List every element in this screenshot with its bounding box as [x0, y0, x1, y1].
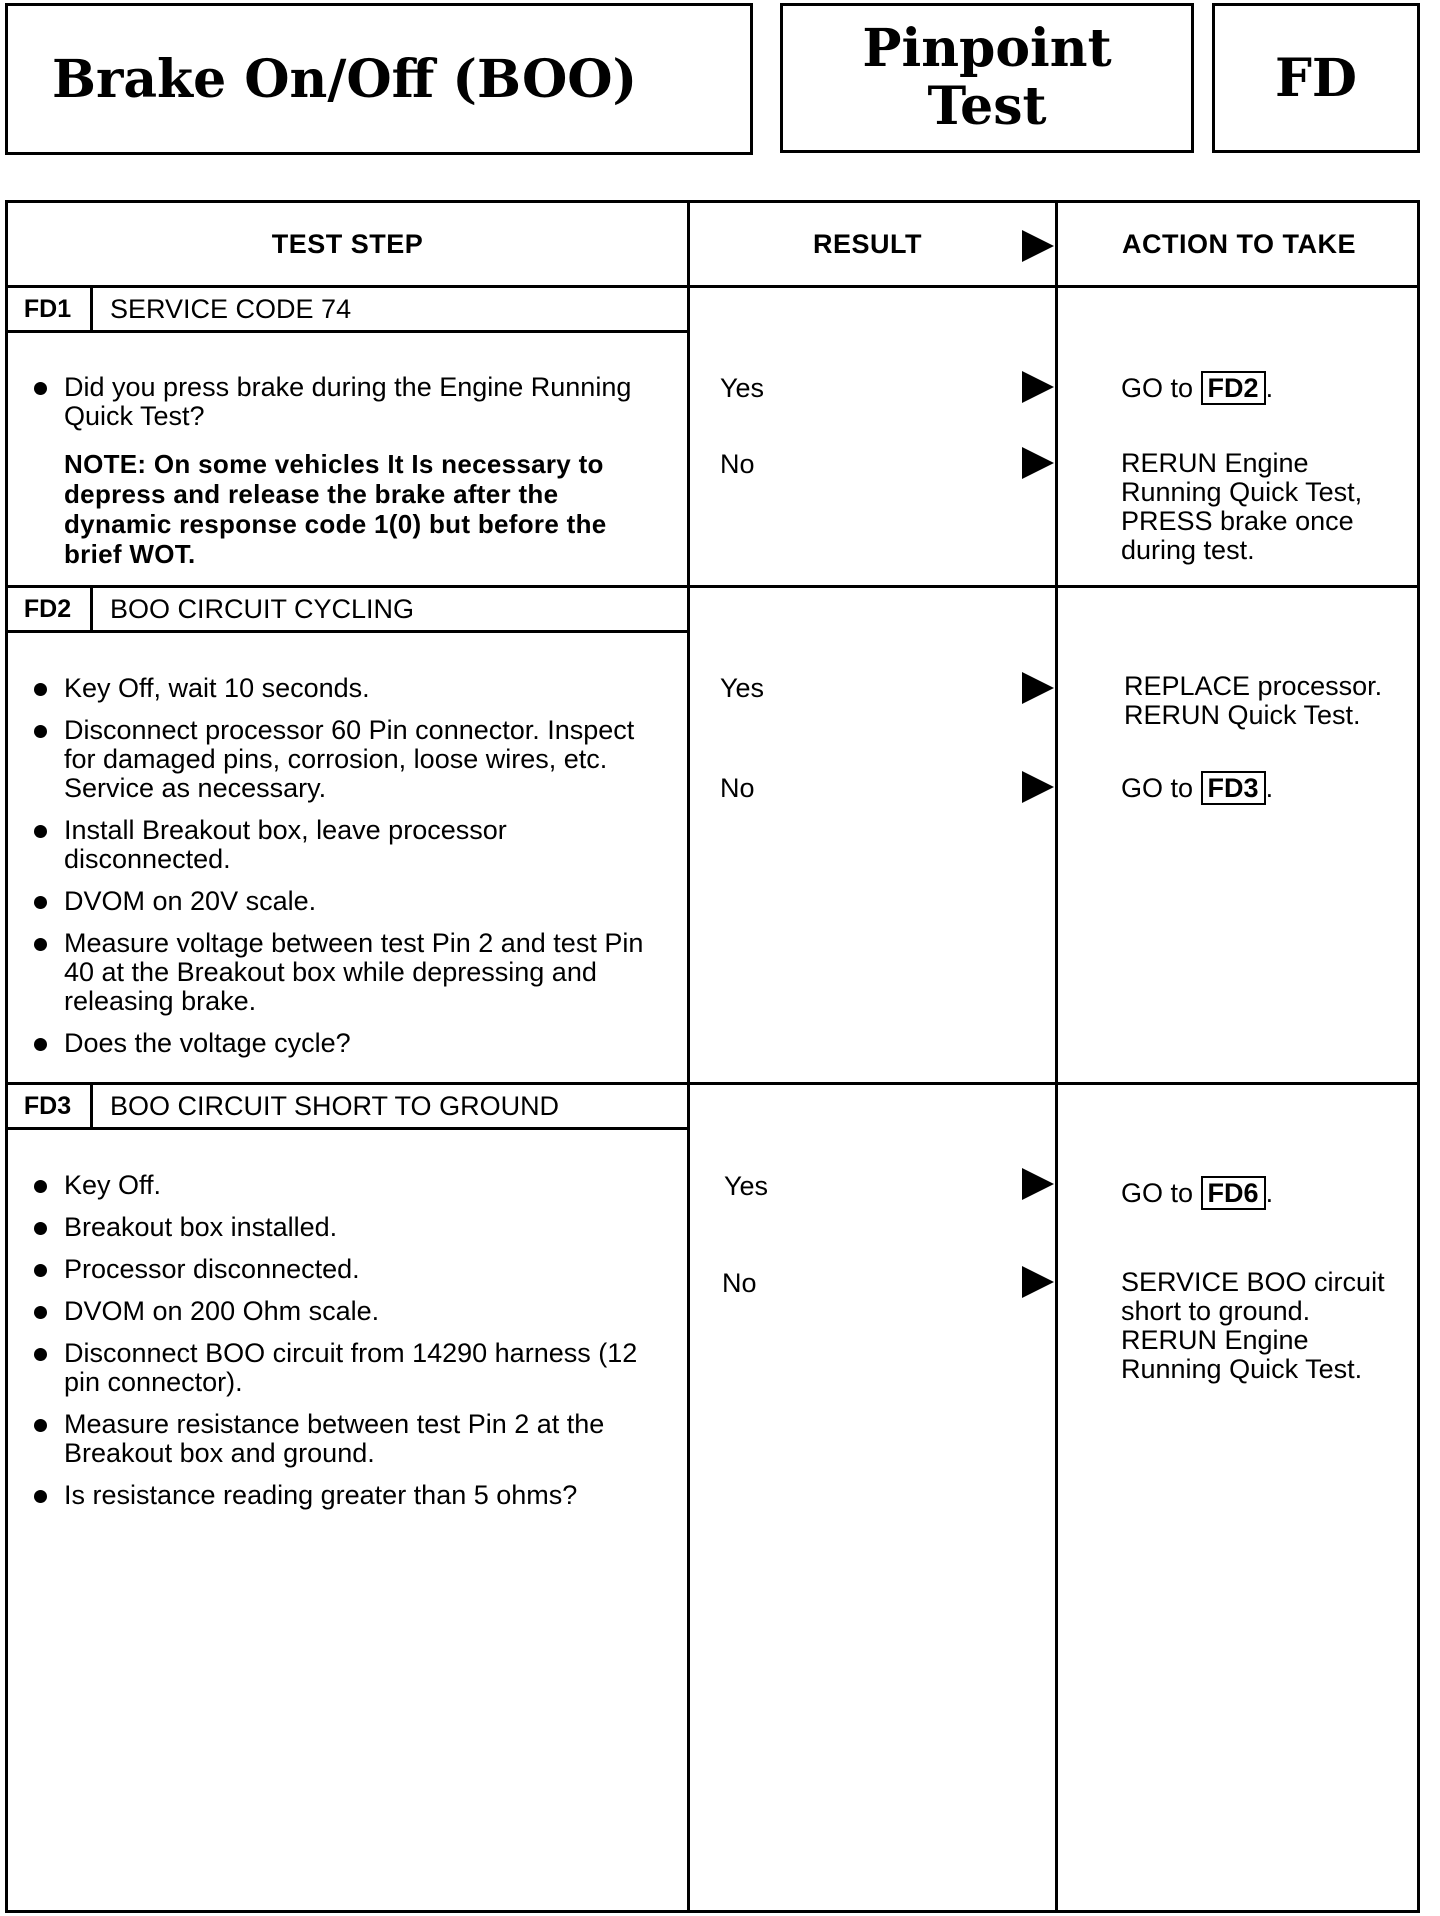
action-fd2-yes: REPLACE processor. RERUN Quick Test. — [1124, 671, 1383, 730]
result-fd1-no: No — [720, 449, 755, 479]
bullet-icon — [34, 1419, 47, 1432]
bullet-icon — [34, 1490, 47, 1503]
list-item: Disconnect BOO circuit from 14290 harness (12 pin connector). — [32, 1339, 672, 1397]
step-title: BOO CIRCUIT SHORT TO GROUND — [110, 1090, 560, 1121]
pinpoint-test-label-box — [780, 3, 1194, 153]
step-reference-fd6[interactable]: FD6 — [1201, 1176, 1266, 1210]
arrow-icon — [1022, 771, 1054, 803]
list-item: Did you press brake during the Engine Running Quick Test? — [32, 373, 672, 431]
bullet-icon — [34, 825, 47, 838]
step-header-fd2 — [5, 588, 689, 633]
list-item: DVOM on 200 Ohm scale. — [32, 1297, 672, 1326]
bullet-icon — [34, 896, 47, 909]
list-item: Measure resistance between test Pin 2 at the Breakout box and ground. — [32, 1410, 672, 1468]
column-header-test-step: TEST STEP — [271, 228, 424, 259]
page-title: Brake On/Off (BOO) — [52, 48, 638, 110]
bullet-icon — [34, 938, 47, 951]
list-item: Is resistance reading greater than 5 ohms? — [32, 1481, 672, 1510]
column-divider-1 — [687, 200, 690, 1913]
action-fd2-no: GO to FD3 . — [1121, 773, 1274, 803]
test-code: FD — [1274, 47, 1357, 109]
list-item: Disconnect processor 60 Pin connector. Inspect for damaged pins, corrosion, loose wires, etc. Service as necessary. — [32, 716, 672, 803]
arrow-icon — [1022, 1168, 1054, 1200]
step-id: FD2 — [5, 588, 93, 630]
bullet-icon — [34, 1348, 47, 1361]
step-reference-fd3[interactable]: FD3 — [1201, 771, 1266, 805]
page-title-box — [5, 3, 753, 155]
list-item: Breakout box installed. — [32, 1213, 672, 1242]
action-fd1-no: RERUN Engine Running Quick Test, PRESS brake once during test. — [1121, 448, 1363, 565]
arrow-icon — [1022, 371, 1054, 403]
list-item: Does the voltage cycle? — [32, 1029, 672, 1058]
bullet-icon — [34, 683, 47, 696]
step-fd2-instructions — [32, 674, 672, 1071]
result-fd3-yes: Yes — [724, 1171, 769, 1201]
step-reference-fd2[interactable]: FD2 — [1201, 371, 1266, 405]
action-fd1-yes: GO to FD2 . — [1121, 373, 1274, 403]
arrow-icon — [1022, 1266, 1054, 1298]
bullet-icon — [34, 1038, 47, 1051]
step-fd1-note: NOTE: On some vehicles It Is necessary to depress and release the brake after the dynamic response code 1(0) but before the brief WOT. — [64, 449, 607, 569]
list-item: Key Off, wait 10 seconds. — [32, 674, 672, 703]
bullet-icon — [34, 382, 47, 395]
result-fd2-yes: Yes — [720, 673, 765, 703]
step-header-fd1 — [5, 288, 689, 333]
result-fd3-no: No — [722, 1268, 757, 1298]
action-fd3-no: SERVICE BOO circuit short to ground. RERUN Engine Running Quick Test. — [1121, 1267, 1385, 1384]
step-fd1-instructions — [32, 373, 672, 444]
bullet-icon — [34, 1264, 47, 1277]
list-item: Measure voltage between test Pin 2 and test Pin 40 at the Breakout box while depressing and releasing brake. — [32, 929, 672, 1016]
pinpoint-label-line2: Test — [927, 76, 1047, 137]
list-item: Install Breakout box, leave processor disconnected. — [32, 816, 672, 874]
test-code-box — [1212, 3, 1420, 153]
step-title: SERVICE CODE 74 — [110, 293, 352, 324]
bullet-icon — [34, 725, 47, 738]
column-header-result: RESULT — [813, 228, 922, 259]
action-fd3-yes: GO to FD6 . — [1121, 1178, 1274, 1208]
column-divider-2 — [1055, 200, 1058, 1913]
arrow-icon — [1022, 672, 1054, 704]
step-id: FD1 — [5, 288, 93, 330]
bullet-icon — [34, 1180, 47, 1193]
list-item: DVOM on 20V scale. — [32, 887, 672, 916]
bullet-icon — [34, 1306, 47, 1319]
step-header-fd3 — [5, 1085, 689, 1130]
step-id: FD3 — [5, 1085, 93, 1127]
pinpoint-label-line1: Pinpoint — [862, 18, 1112, 79]
column-header-action: ACTION TO TAKE — [1122, 228, 1356, 259]
result-fd1-yes: Yes — [720, 373, 765, 403]
bullet-icon — [34, 1222, 47, 1235]
step-title: BOO CIRCUIT CYCLING — [110, 593, 415, 624]
result-fd2-no: No — [720, 773, 755, 803]
list-item: Processor disconnected. — [32, 1255, 672, 1284]
arrow-icon — [1022, 230, 1054, 262]
step-fd3-instructions — [32, 1171, 672, 1523]
arrow-icon — [1022, 447, 1054, 479]
list-item: Key Off. — [32, 1171, 672, 1200]
